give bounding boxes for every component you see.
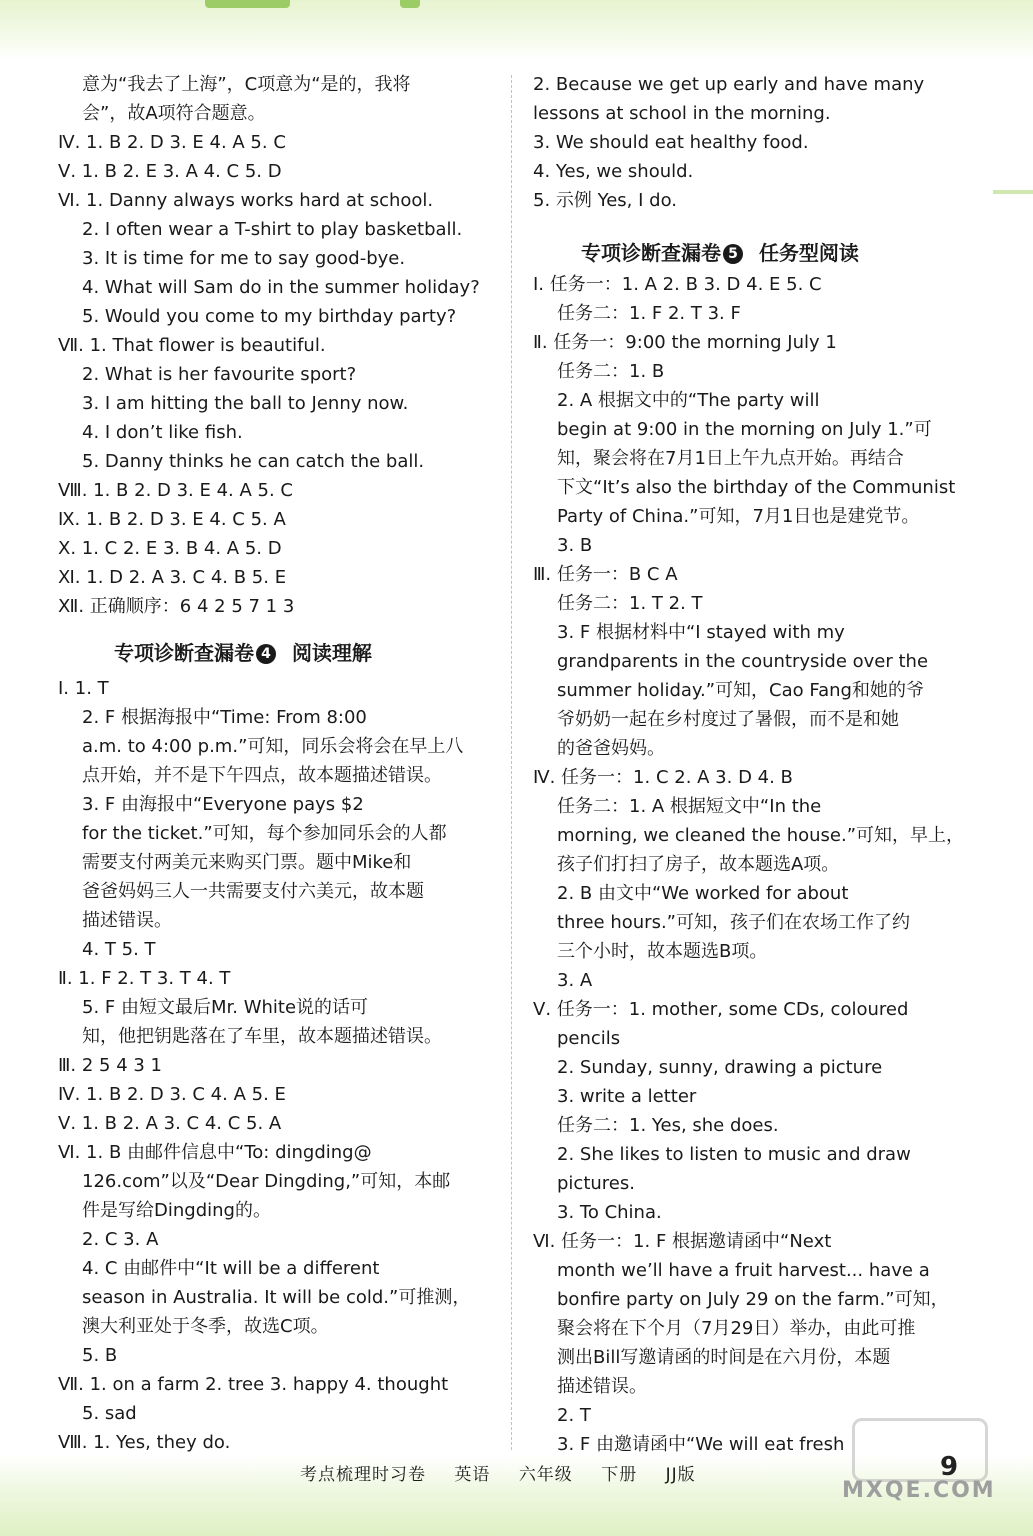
- answer-line: 2. C 3. A: [82, 1229, 159, 1250]
- answer-line: 任务二：1. B: [557, 361, 665, 382]
- answer-line: Ⅰ. 任务一：1. A 2. B 3. D 4. E 5. C: [533, 274, 822, 295]
- answer-line: Ⅴ. 1. B 2. E 3. A 4. C 5. D: [58, 161, 282, 182]
- answer-line: begin at 9:00 in the morning on July 1.”可: [557, 419, 932, 440]
- answer-line: 3. I am hitting the ball to Jenny now.: [82, 393, 409, 414]
- answer-line: 测出Bill写邀请函的时间是在六月份，本题: [557, 1347, 891, 1368]
- answer-line: 爸爸妈妈三人一共需要支付六美元，故本题: [82, 881, 424, 902]
- answer-line: 3. F 由海报中“Everyone pays $2: [82, 794, 364, 815]
- section-number-badge: 4: [256, 644, 276, 664]
- answer-line: 件是写给Dingding的。: [82, 1200, 271, 1221]
- answer-line: Ⅻ. 正确顺序：6 4 2 5 7 1 3: [58, 596, 295, 617]
- answer-line: 3. F 根据材料中“I stayed with my: [557, 622, 845, 643]
- answer-line: 4. T 5. T: [82, 939, 156, 960]
- right-edge-decor: [993, 190, 1033, 194]
- answer-line: Ⅹ. 1. C 2. E 3. B 4. A 5. D: [58, 538, 282, 559]
- answer-line: 会”，故A项符合题意。: [82, 103, 266, 124]
- watermark-logo: [852, 1418, 988, 1482]
- answer-line: 知，他把钥匙落在了车里，故本题描述错误。: [82, 1026, 442, 1047]
- answer-line: Ⅳ. 任务一：1. C 2. A 3. D 4. B: [533, 767, 793, 788]
- answer-line: 知，聚会将在7月1日上午九点开始。再结合: [557, 448, 904, 469]
- answer-line: Ⅴ. 1. B 2. A 3. C 4. C 5. A: [58, 1113, 282, 1134]
- footer-grade: 六年级: [518, 1465, 573, 1485]
- answer-line: Ⅱ. 任务一：9:00 the morning July 1: [533, 332, 837, 353]
- answer-line: Ⅶ. 1. on a farm 2. tree 3. happy 4. thought: [58, 1374, 449, 1395]
- answer-line: for the ticket.”可知，每个参加同乐会的人都: [82, 823, 447, 844]
- answer-line: 下文“It’s also the birthday of the Communist: [557, 477, 956, 498]
- footer-book-title: 考点梳理时习卷: [300, 1465, 426, 1485]
- section-title-4: 专项诊断查漏卷 4 阅读理解: [114, 641, 372, 665]
- answer-line: Ⅵ. 1. B 由邮件信息中“To: dingding@: [58, 1142, 372, 1163]
- section-number-badge: 5: [723, 244, 743, 264]
- answer-line: 任务二：1. A 根据短文中“In the: [557, 796, 822, 817]
- answer-line: 爷奶奶一起在乡村度过了暑假，而不是和她: [557, 709, 899, 730]
- answer-line: 2. B 由文中“We worked for about: [557, 883, 849, 904]
- answer-line: season in Australia. It will be cold.”可推测，: [82, 1287, 471, 1308]
- answer-line: 意为“我去了上海”，C项意为“是的，我将: [82, 74, 411, 95]
- answer-line: Ⅵ. 任务一：1. F 根据邀请函中“Next: [533, 1231, 832, 1252]
- answer-line: grandparents in the countryside over the: [557, 651, 929, 672]
- answer-line: 5. F 由短文最后Mr. White说的话可: [82, 997, 369, 1018]
- answer-line: 3. A: [557, 970, 593, 991]
- answer-line: morning, we cleaned the house.”可知，早上，: [557, 825, 965, 846]
- answer-line: 5. B: [82, 1345, 118, 1366]
- answer-line: 的爸爸妈妈。: [557, 738, 665, 759]
- answer-line: pencils: [557, 1028, 621, 1049]
- answer-line: 2. She likes to listen to music and draw: [557, 1144, 911, 1165]
- answer-line: 任务二：1. F 2. T 3. F: [557, 303, 741, 324]
- answer-line: Ⅸ. 1. B 2. D 3. E 4. C 5. A: [58, 509, 286, 530]
- answer-line: 126.com”以及“Dear Dingding,”可知，本邮: [82, 1171, 451, 1192]
- answer-line: 澳大利亚处于冬季，故选C项。: [82, 1316, 329, 1337]
- answer-line: 2. I often wear a T-shirt to play basketball.: [82, 219, 463, 240]
- answer-line: Party of China.”可知，7月1日也是建党节。: [557, 506, 920, 527]
- answer-line: 需要支付两美元来购买门票。题中Mike和: [82, 852, 412, 873]
- answer-line: 5. 示例 Yes, I do.: [533, 190, 677, 211]
- answer-line: 2. A 根据文中的“The party will: [557, 390, 820, 411]
- answer-line: 3. It is time for me to say good-bye.: [82, 248, 406, 269]
- column-divider: [511, 75, 513, 1450]
- footer: [300, 1460, 718, 1485]
- answer-line: 聚会将在下个月（7月29日）举办，由此可推: [557, 1318, 916, 1339]
- top-decor-band: [0, 0, 1033, 60]
- answer-line: 4. I don’t like fish.: [82, 422, 243, 443]
- answer-line: a.m. to 4:00 p.m.”可知，同乐会将会在早上八: [82, 736, 464, 757]
- answer-line: month we’ll have a fruit harvest... have a: [557, 1260, 930, 1281]
- answer-line: 2. Because we get up early and have many: [533, 74, 925, 95]
- footer-subject: 英语: [454, 1465, 491, 1485]
- top-accent-bar-small: [400, 0, 420, 8]
- answer-line: pictures.: [557, 1173, 635, 1194]
- answer-line: lessons at school in the morning.: [533, 103, 831, 124]
- answer-line: 2. What is her favourite sport?: [82, 364, 357, 385]
- answer-line: 3. write a letter: [557, 1086, 697, 1107]
- answer-line: 4. Yes, we should.: [533, 161, 694, 182]
- answer-line: 任务二：1. Yes, she does.: [557, 1115, 779, 1136]
- answer-line: 5. Would you come to my birthday party?: [82, 306, 457, 327]
- answer-line: 5. sad: [82, 1403, 137, 1424]
- answer-line: 孩子们打扫了房子，故本题选A项。: [557, 854, 840, 875]
- footer-edition: JJ版: [665, 1465, 696, 1485]
- answer-line: 3. F 由邀请函中“We will eat fresh: [557, 1434, 845, 1455]
- answer-line: Ⅺ. 1. D 2. A 3. C 4. B 5. E: [58, 567, 287, 588]
- answer-line: Ⅰ. 1. T: [58, 678, 109, 699]
- answer-line: bonfire party on July 29 on the farm.”可知，: [557, 1289, 949, 1310]
- answer-line: 2. T: [557, 1405, 591, 1426]
- answer-line: Ⅵ. 1. Danny always works hard at school.: [58, 190, 434, 211]
- answer-line: Ⅴ. 任务一：1. mother, some CDs, coloured: [533, 999, 909, 1020]
- answer-line: 描述错误。: [82, 910, 172, 931]
- watermark-text: MXQE.COM: [842, 1478, 996, 1503]
- footer-volume: 下册: [601, 1465, 638, 1485]
- answer-line: summer holiday.”可知，Cao Fang和她的爷: [557, 680, 924, 701]
- answer-line: 任务二：1. T 2. T: [557, 593, 703, 614]
- section-title-5: 专项诊断查漏卷 5 任务型阅读: [581, 241, 859, 265]
- answer-line: Ⅲ. 2 5 4 3 1: [58, 1055, 163, 1076]
- answer-line: Ⅳ. 1. B 2. D 3. E 4. A 5. C: [58, 132, 286, 153]
- answer-line: 2. Sunday, sunny, drawing a picture: [557, 1057, 883, 1078]
- answer-line: 3. B: [557, 535, 593, 556]
- answer-line: Ⅱ. 1. F 2. T 3. T 4. T: [58, 968, 231, 989]
- answer-line: 2. F 根据海报中“Time: From 8:00: [82, 707, 367, 728]
- answer-line: 三个小时，故本题选B项。: [557, 941, 768, 962]
- answer-line: Ⅳ. 1. B 2. D 3. C 4. A 5. E: [58, 1084, 286, 1105]
- answer-line: 4. What will Sam do in the summer holiday?: [82, 277, 480, 298]
- answer-line: 3. To China.: [557, 1202, 662, 1223]
- answer-line: 描述错误。: [557, 1376, 647, 1397]
- answer-line: 3. We should eat healthy food.: [533, 132, 809, 153]
- top-accent-bar: [205, 0, 290, 8]
- answer-line: Ⅲ. 任务一：B C A: [533, 564, 678, 585]
- answer-line: Ⅷ. 1. B 2. D 3. E 4. A 5. C: [58, 480, 293, 501]
- answer-line: 点开始，并不是下午四点，故本题描述错误。: [82, 765, 442, 786]
- answer-line: Ⅶ. 1. That flower is beautiful.: [58, 335, 326, 356]
- answer-line: 5. Danny thinks he can catch the ball.: [82, 451, 425, 472]
- answer-line: Ⅷ. 1. Yes, they do.: [58, 1432, 231, 1453]
- answer-line: three hours.”可知，孩子们在农场工作了约: [557, 912, 910, 933]
- page-number: 9: [940, 1452, 959, 1482]
- answer-line: 4. C 由邮件中“It will be a different: [82, 1258, 380, 1279]
